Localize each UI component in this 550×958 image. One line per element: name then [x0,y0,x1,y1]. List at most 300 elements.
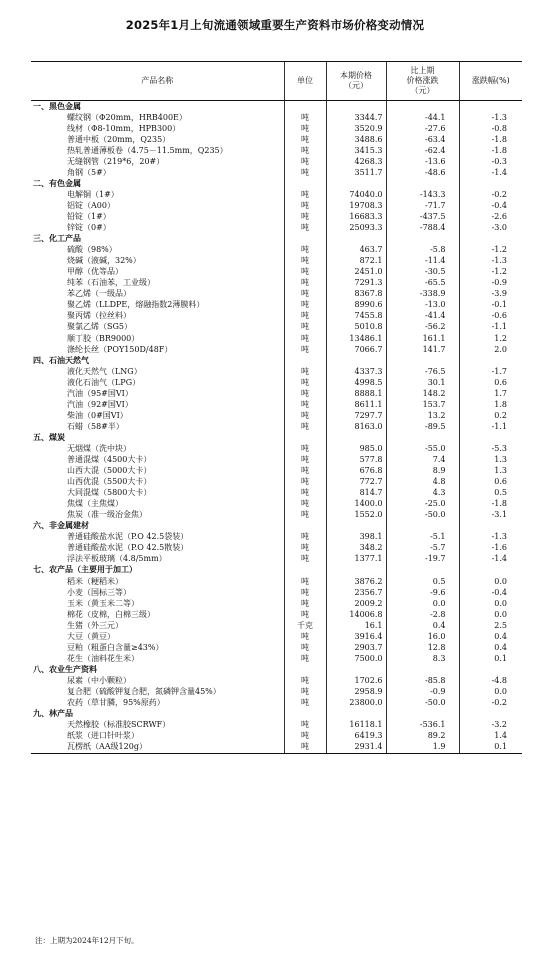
unit-cell: 吨 [284,675,326,686]
change-cell: 12.8 [386,642,459,653]
unit-cell: 吨 [284,510,326,521]
category-empty-cell [326,565,386,576]
unit-cell: 吨 [284,466,326,477]
category-empty-cell [386,355,459,366]
change-cell: 0.5 [386,576,459,587]
change-cell: 1.9 [386,742,459,754]
product-name-cell: 聚丙烯（拉丝料） [67,311,131,321]
table-row [31,742,522,754]
change-cell: -9.6 [386,587,459,598]
category-name: 五、煤炭 [33,432,65,442]
pct-cell: -0.8 [459,123,522,134]
table-row [31,134,522,145]
pct-cell: 0.0 [459,686,522,697]
product-name-cell: 电解铜（1#） [67,189,119,199]
table-row [31,543,522,554]
category-empty-cell [284,565,326,576]
category-empty-cell [386,432,459,443]
unit-cell: 吨 [284,211,326,222]
unit-cell: 吨 [284,631,326,642]
table-row [31,631,522,642]
unit-cell: 吨 [284,421,326,432]
change-cell: -85.8 [386,675,459,686]
price-cell: 1377.1 [326,554,386,565]
table-row [31,344,522,355]
pct-cell: -1.6 [459,543,522,554]
table-row [31,223,522,234]
price-cell: 3415.3 [326,145,386,156]
pct-cell: 1.8 [459,399,522,410]
unit-cell: 吨 [284,455,326,466]
product-name-cell: 线材（Φ8-10mm，HPB300） [67,123,181,133]
price-cell: 348.2 [326,543,386,554]
price-cell: 74040.0 [326,189,386,200]
product-name-cell: 普通混煤（4500大卡） [67,455,152,465]
unit-cell: 吨 [284,477,326,488]
category-row [31,521,522,532]
product-name-cell: 花生（油料花生米） [67,653,139,663]
product-name-cell: 尿素（中小颗粒） [67,675,131,685]
table-row [31,377,522,388]
unit-cell: 吨 [284,366,326,377]
price-cell: 7291.3 [326,278,386,289]
unit-cell: 吨 [284,267,326,278]
price-cell: 2451.0 [326,267,386,278]
price-cell: 6419.3 [326,731,386,742]
price-cell: 2903.7 [326,642,386,653]
change-cell: -71.7 [386,200,459,211]
category-row [31,101,522,113]
table-row [31,642,522,653]
category-empty-cell [284,355,326,366]
price-cell: 25093.3 [326,223,386,234]
unit-cell: 吨 [284,698,326,709]
change-cell: 161.1 [386,333,459,344]
product-name-cell: 硫酸（98%） [67,245,117,255]
pct-cell: -3.1 [459,510,522,521]
product-name-cell: 普通硅酸盐水泥（P.O 42.5散装） [67,543,189,553]
price-cell: 872.1 [326,256,386,267]
change-cell: 4.8 [386,477,459,488]
pct-cell: 0.1 [459,653,522,664]
product-name-cell: 顺丁胶（BR9000） [67,333,140,343]
price-cell: 16.1 [326,620,386,631]
table-row [31,443,522,454]
product-name-cell: 液化天然气（LNG） [67,366,142,376]
pct-cell: -1.7 [459,366,522,377]
unit-cell: 吨 [284,322,326,333]
unit-cell: 吨 [284,223,326,234]
category-name: 二、有色金属 [33,178,81,188]
table-row [31,289,522,300]
price-cell: 1702.6 [326,675,386,686]
product-name-cell: 无烟煤（洗中块） [67,443,131,453]
price-cell: 985.0 [326,443,386,454]
price-cell: 3520.9 [326,123,386,134]
product-name-cell: 聚乙烯（LLDPE，熔融指数2薄膜料） [67,300,205,310]
change-cell: -338.9 [386,289,459,300]
pct-cell: -1.1 [459,322,522,333]
category-empty-cell [326,234,386,245]
price-cell: 8888.1 [326,388,386,399]
change-cell: 4.3 [386,488,459,499]
product-name-cell: 山西大混（5000大卡） [67,466,152,476]
category-name: 八、农业生产资料 [33,664,97,674]
category-empty-cell [326,709,386,720]
table-body [31,101,522,754]
pct-cell: 1.4 [459,731,522,742]
table-row [31,653,522,664]
pct-cell: 0.4 [459,631,522,642]
unit-cell: 吨 [284,333,326,344]
category-empty-cell [386,709,459,720]
category-empty-cell [284,664,326,675]
unit-cell: 吨 [284,145,326,156]
product-name-cell: 稻米（粳稻米） [67,576,123,586]
table-row [31,311,522,322]
product-name-cell: 浮法平板玻璃（4.8/5mm） [67,554,167,564]
pct-cell: 0.5 [459,488,522,499]
price-cell: 4337.3 [326,366,386,377]
category-name: 三、化工产品 [33,234,81,244]
unit-cell: 吨 [284,344,326,355]
table-row [31,145,522,156]
table-row [31,731,522,742]
pct-cell: 1.3 [459,455,522,466]
change-cell: -44.1 [386,112,459,123]
change-cell: 89.2 [386,731,459,742]
pct-cell: -1.4 [459,167,522,178]
change-cell: -63.4 [386,134,459,145]
table-row [31,112,522,123]
table-row [31,620,522,631]
table-row [31,322,522,333]
product-name-cell: 角钢（5#） [67,167,111,177]
pct-cell: -0.3 [459,156,522,167]
change-cell: -0.9 [386,686,459,697]
category-empty-cell [459,521,522,532]
change-cell: 30.1 [386,377,459,388]
pct-cell: 2.0 [459,344,522,355]
unit-cell: 吨 [284,488,326,499]
price-cell: 1400.0 [326,499,386,510]
product-name-cell: 汽油（92#国VI） [67,399,133,409]
change-cell: -143.3 [386,189,459,200]
price-cell: 1552.0 [326,510,386,521]
table-row [31,256,522,267]
unit-cell: 吨 [284,543,326,554]
product-name-cell: 普通硅酸盐水泥（P.O 42.5袋装） [67,532,189,542]
category-empty-cell [386,101,459,113]
category-empty-cell [459,565,522,576]
change-cell: -65.5 [386,278,459,289]
price-cell: 7455.8 [326,311,386,322]
table-row [31,300,522,311]
unit-cell: 吨 [284,311,326,322]
pct-cell: 0.6 [459,477,522,488]
category-name: 七、农产品（主要用于加工） [33,565,137,575]
product-name-cell: 柴油（0#国VI） [67,410,128,420]
unit-cell: 吨 [284,189,326,200]
category-empty-cell [459,355,522,366]
header-change: 比上期 价格涨跌 （元） [386,62,459,101]
change-cell: -30.5 [386,267,459,278]
pct-cell: -3.2 [459,720,522,731]
change-cell: 16.0 [386,631,459,642]
price-cell: 7500.0 [326,653,386,664]
category-empty-cell [386,664,459,675]
footnote: 注：上期为2024年12月下旬。 [35,936,139,945]
product-name-cell: 纯苯（石油苯，工业级） [67,278,155,288]
change-cell: -536.1 [386,720,459,731]
product-name-cell: 烧碱（液碱，32%） [67,256,141,266]
table-row [31,466,522,477]
category-empty-cell [326,355,386,366]
table-row [31,532,522,543]
table-row [31,455,522,466]
product-name-cell: 生猪（外三元） [67,620,123,630]
product-name-cell: 甲醇（优等品） [67,267,123,277]
category-empty-cell [386,234,459,245]
unit-cell: 吨 [284,554,326,565]
price-cell: 2958.9 [326,686,386,697]
product-name-cell: 液化石油气（LPG） [67,377,141,387]
pct-cell: 2.5 [459,620,522,631]
pct-cell: 0.0 [459,576,522,587]
pct-cell: -5.3 [459,443,522,454]
product-name-cell: 农药（草甘膦，95%原药） [67,698,165,708]
price-cell: 4268.3 [326,156,386,167]
product-name-cell: 大豆（黄豆） [67,631,115,641]
table-row [31,488,522,499]
unit-cell: 吨 [284,742,326,754]
unit-cell: 吨 [284,278,326,289]
unit-cell: 吨 [284,399,326,410]
product-name-cell: 焦炭（准一级冶金焦） [67,510,147,520]
pct-cell: -1.4 [459,554,522,565]
pct-cell: -0.1 [459,300,522,311]
table-row [31,587,522,598]
category-empty-cell [284,101,326,113]
unit-cell: 吨 [284,499,326,510]
price-cell: 577.8 [326,455,386,466]
product-name-cell: 涤纶长丝（POY150D/48F） [67,344,173,354]
product-name-cell: 普通中板（20mm，Q235） [67,134,171,144]
unit-cell: 吨 [284,598,326,609]
price-cell: 2931.4 [326,742,386,754]
category-empty-cell [459,101,522,113]
pct-cell: 1.7 [459,388,522,399]
product-name-cell: 棉花（皮棉，白棉三级） [67,609,155,619]
unit-cell: 千克 [284,620,326,631]
unit-cell: 吨 [284,167,326,178]
category-empty-cell [284,521,326,532]
pct-cell: 0.2 [459,410,522,421]
pct-cell: -0.4 [459,587,522,598]
pct-cell: -0.9 [459,278,522,289]
price-cell: 3511.7 [326,167,386,178]
change-cell: 141.7 [386,344,459,355]
product-name-cell: 小麦（国标三等） [67,587,131,597]
unit-cell: 吨 [284,377,326,388]
change-cell: -62.4 [386,145,459,156]
unit-cell: 吨 [284,653,326,664]
category-empty-cell [459,432,522,443]
category-row [31,432,522,443]
change-cell: -27.6 [386,123,459,134]
category-row [31,565,522,576]
header-unit: 单位 [284,62,326,101]
pct-cell: -1.3 [459,532,522,543]
table-row [31,598,522,609]
change-cell: -41.4 [386,311,459,322]
category-empty-cell [459,234,522,245]
pct-cell: -1.3 [459,256,522,267]
header-pct: 涨跌幅(%) [459,62,522,101]
change-cell: 8.3 [386,653,459,664]
table-row [31,421,522,432]
table-row [31,499,522,510]
price-cell: 772.7 [326,477,386,488]
change-cell: -5.7 [386,543,459,554]
unit-cell: 吨 [284,609,326,620]
pct-cell: -3.0 [459,223,522,234]
price-cell: 13486.1 [326,333,386,344]
table-row [31,720,522,731]
change-cell: -13.6 [386,156,459,167]
unit-cell: 吨 [284,532,326,543]
change-cell: 0.4 [386,620,459,631]
pct-cell: -1.8 [459,145,522,156]
change-cell: 153.7 [386,399,459,410]
product-name-cell: 汽油（95#国VI） [67,388,133,398]
price-cell: 16683.3 [326,211,386,222]
product-name-cell: 焦煤（主焦煤） [67,499,123,509]
table-row [31,554,522,565]
category-row [31,355,522,366]
table-row [31,399,522,410]
pct-cell: 1.2 [459,333,522,344]
price-cell: 814.7 [326,488,386,499]
category-empty-cell [326,664,386,675]
category-row [31,178,522,189]
category-empty-cell [284,709,326,720]
category-empty-cell [386,521,459,532]
table-row [31,576,522,587]
category-row [31,234,522,245]
unit-cell: 吨 [284,642,326,653]
change-cell: 148.2 [386,388,459,399]
table-row [31,410,522,421]
change-cell: -788.4 [386,223,459,234]
change-cell: -25.0 [386,499,459,510]
unit-cell: 吨 [284,156,326,167]
pct-cell: -4.8 [459,675,522,686]
unit-cell: 吨 [284,123,326,134]
product-name-cell: 苯乙烯（一级品） [67,289,131,299]
change-cell: -2.8 [386,609,459,620]
unit-cell: 吨 [284,256,326,267]
category-row [31,664,522,675]
table-row [31,510,522,521]
unit-cell: 吨 [284,388,326,399]
unit-cell: 吨 [284,410,326,421]
unit-cell: 吨 [284,245,326,256]
price-cell: 7066.7 [326,344,386,355]
product-name-cell: 玉米（黄玉米二等） [67,598,139,608]
price-cell: 3488.6 [326,134,386,145]
unit-cell: 吨 [284,112,326,123]
unit-cell: 吨 [284,686,326,697]
price-cell: 8163.0 [326,421,386,432]
table-row [31,333,522,344]
table-row [31,123,522,134]
product-name-cell: 螺纹钢（Φ20mm，HRB400E） [67,112,187,122]
product-name-cell: 热轧普通薄板卷（4.75－11.5mm，Q235） [67,145,228,155]
product-name-cell: 山西优混（5500大卡） [67,477,152,487]
product-name-cell: 瓦楞纸（AA级120g） [31,742,284,754]
price-cell: 2009.2 [326,598,386,609]
report-title: 2025年1月上旬流通领域重要生产资料市场价格变动情况 [125,18,425,32]
category-empty-cell [459,178,522,189]
product-name-cell: 纸浆（进口针叶浆） [67,731,139,741]
price-cell: 5010.8 [326,322,386,333]
table-row [31,189,522,200]
category-empty-cell [326,432,386,443]
unit-cell: 吨 [284,731,326,742]
table-row [31,156,522,167]
table-row [31,245,522,256]
change-cell: 7.4 [386,455,459,466]
pct-cell: -1.2 [459,245,522,256]
price-cell: 8990.6 [326,300,386,311]
category-empty-cell [284,178,326,189]
price-cell: 4998.5 [326,377,386,388]
table-row [31,686,522,697]
product-name-cell: 大同混煤（5800大卡） [67,488,152,498]
change-cell: 0.0 [386,598,459,609]
category-empty-cell [326,521,386,532]
pct-cell: -1.3 [459,112,522,123]
product-name-cell: 无缝钢管（219*6，20#） [67,156,165,166]
category-empty-cell [459,664,522,675]
change-cell: -13.0 [386,300,459,311]
category-empty-cell [284,432,326,443]
category-name: 六、非金属建材 [33,521,89,531]
price-cell: 8611.1 [326,399,386,410]
pct-cell: 0.1 [459,742,522,754]
price-cell: 3916.4 [326,631,386,642]
change-cell: -11.4 [386,256,459,267]
pct-cell: -2.6 [459,211,522,222]
price-cell: 2356.7 [326,587,386,598]
product-name-cell: 复合肥（硫酸钾复合肥，氮磷钾含量45%） [67,687,221,696]
header-price: 本期价格 （元） [326,62,386,101]
table-row [31,267,522,278]
table-header-row [31,62,522,101]
table-row [31,211,522,222]
price-cell: 3344.7 [326,112,386,123]
price-cell: 8367.8 [326,289,386,300]
header-name: 产品名称 [31,62,284,101]
unit-cell: 吨 [284,134,326,145]
table-row [31,477,522,488]
table-row [31,388,522,399]
table-row [31,609,522,620]
pct-cell: 0.0 [459,609,522,620]
price-cell: 23800.0 [326,698,386,709]
price-cell: 676.8 [326,466,386,477]
